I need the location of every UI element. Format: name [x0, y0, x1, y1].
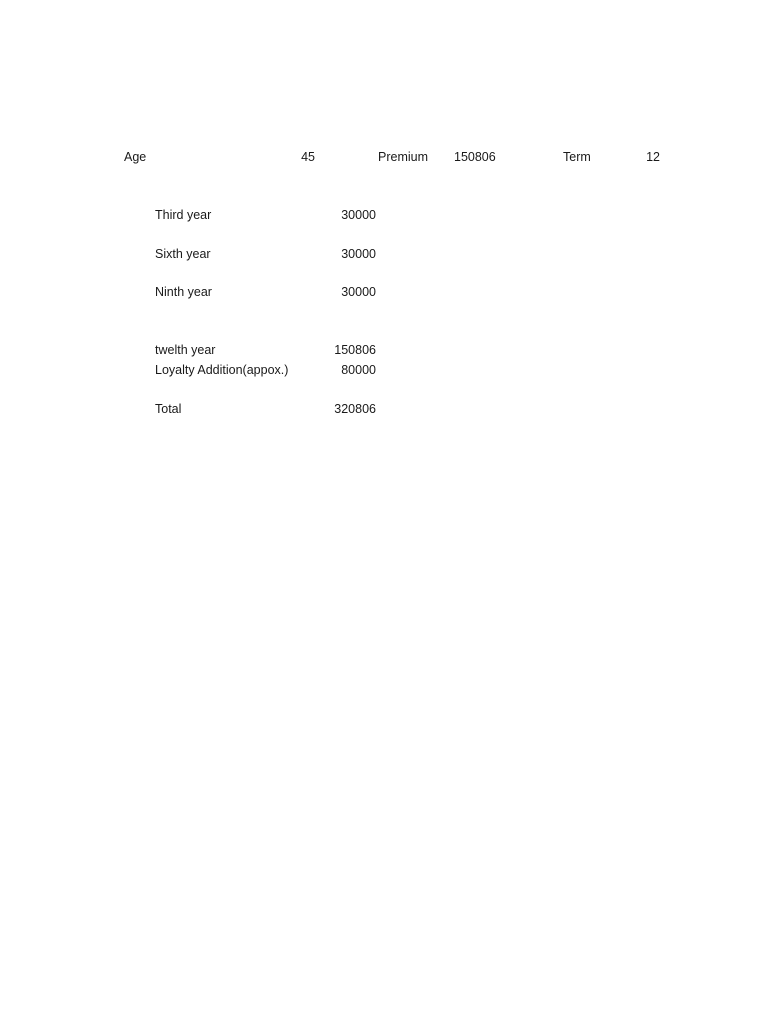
- row-label-ninth-year: Ninth year: [155, 285, 212, 299]
- row-value-third-year: 30000: [341, 208, 376, 222]
- row-value-twelth-year: 150806: [334, 343, 376, 357]
- age-value: 45: [301, 150, 315, 164]
- row-value-sixth-year: 30000: [341, 247, 376, 261]
- premium-value: 150806: [454, 150, 496, 164]
- row-value-ninth-year: 30000: [341, 285, 376, 299]
- row-value-loyalty-addition: 80000: [341, 363, 376, 377]
- total-label: Total: [155, 402, 182, 416]
- term-label: Term: [563, 150, 591, 164]
- total-value: 320806: [334, 402, 376, 416]
- row-label-sixth-year: Sixth year: [155, 247, 211, 261]
- row-label-twelth-year: twelth year: [155, 343, 216, 357]
- term-value: 12: [646, 150, 660, 164]
- premium-label: Premium: [378, 150, 429, 164]
- age-label: Age: [124, 150, 147, 164]
- row-label-loyalty-addition: Loyalty Addition(appox.): [155, 363, 289, 377]
- row-label-third-year: Third year: [155, 208, 212, 222]
